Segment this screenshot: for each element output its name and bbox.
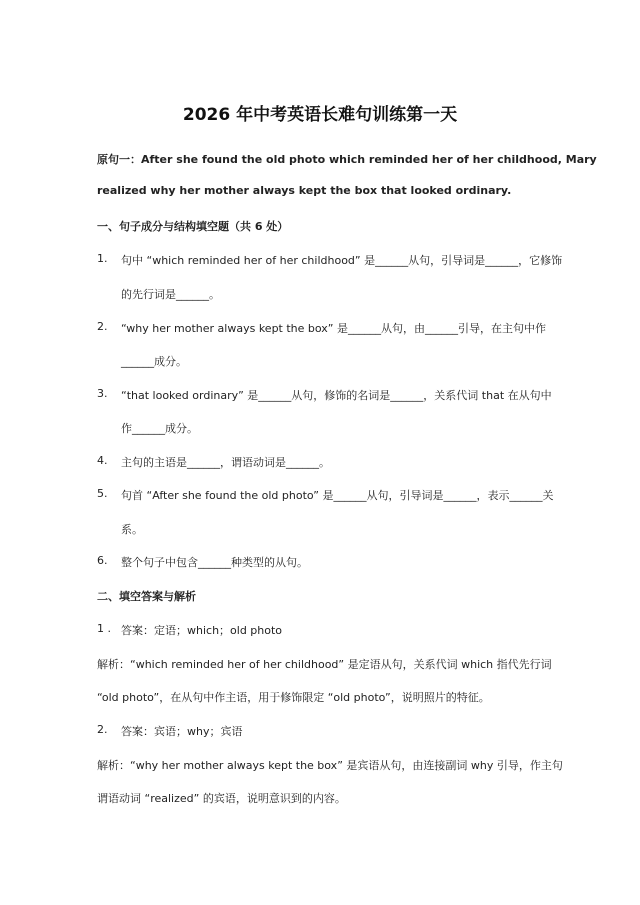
question-text: 句中 “which reminded her of her childhood” 是______从句，引导词是______，它修饰 [121,254,563,267]
question-number: 3. [97,387,108,400]
analysis-text: 解析：“which reminded her of her childhood” 是定语从句，关系代词 which 指代先行词 [97,658,552,671]
question-number: 2. [97,320,108,333]
answer-number: 1 . [97,622,111,635]
question-text: “that looked ordinary” 是______从句，修饰的名词是______，关系代词 that 在从句中 [121,389,552,402]
original-sentence-line1 [97,151,597,167]
answer-text: 答案：宾语；why；宾语 [121,725,243,738]
original-text-1: After she found the old photo which reminded her of her childhood, Mary [141,153,597,166]
question-number: 5. [97,487,108,500]
question-text-cont: 系。 [121,523,143,536]
question-number: 1. [97,252,108,265]
question-text-cont: 的先行词是______。 [121,288,220,301]
original-sentence-line2: realized why her mother always kept the box that looked ordinary. [97,184,512,197]
analysis-text-cont: 谓语动词 “realized” 的宾语，说明意识到的内容。 [97,792,346,805]
question-text: 主句的主语是______，谓语动词是______。 [121,456,330,469]
page-title: 2026 年中考英语长难句训练第一天 [182,105,458,125]
question-text: “why her mother always kept the box” 是______从句，由______引导，在主句中作 [121,322,546,335]
question-number: 4. [97,454,108,467]
section2-heading: 二、填空答案与解析 [97,590,196,603]
question-text: 整个句子中包含______种类型的从句。 [121,556,308,569]
analysis-text: 解析：“why her mother always kept the box” 是宾语从句，由连接副词 why 引导，作主句 [97,759,563,772]
question-number: 6. [97,554,108,567]
question-text-cont: ______成分。 [121,355,187,368]
analysis-text-cont: “old photo”，在从句中作主语，用于修饰限定 “old photo”，说明照片的特征。 [97,691,490,704]
answer-number: 2. [97,723,108,736]
question-text: 句首 “After she found the old photo” 是______从句，引导词是______，表示______关 [121,489,554,502]
question-text-cont: 作______成分。 [121,422,198,435]
section1-heading: 一、句子成分与结构填空题（共 6 处） [97,220,289,233]
original-label: 原句一： [97,153,141,166]
answer-text: 答案：定语；which；old photo [121,624,283,637]
